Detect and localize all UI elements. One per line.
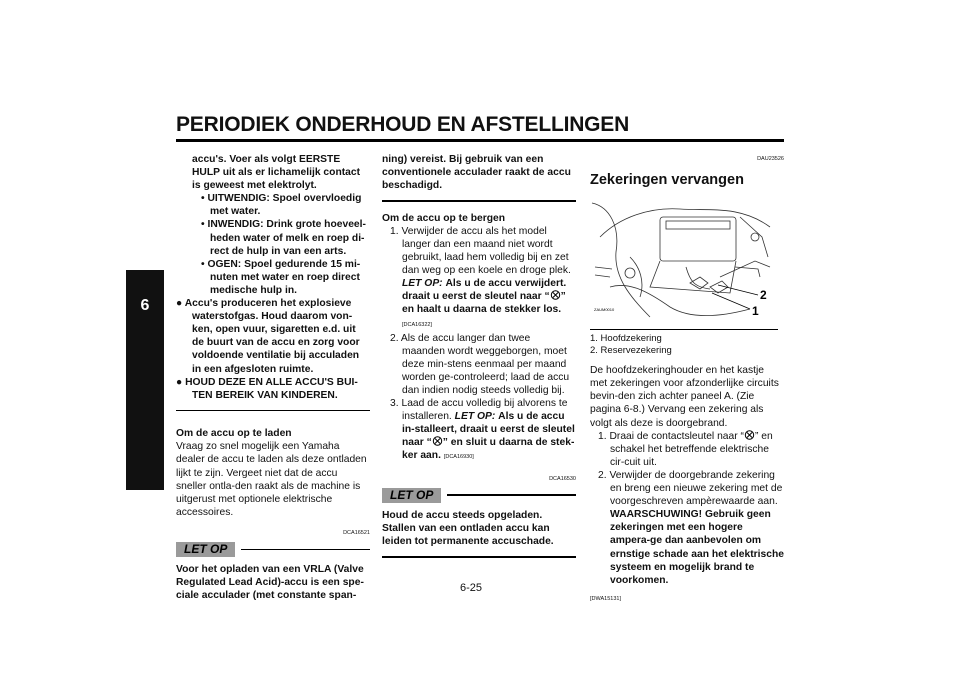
chapter-tab-number: 6 [140, 297, 150, 314]
key-off-x-icon [550, 290, 561, 300]
first-aid-bullet: • UITWENDIG: Spoel overvloedig met water. [201, 193, 362, 218]
chapter-tab [126, 270, 164, 490]
key-off-x-icon [744, 430, 755, 440]
notice-text: Voor het opladen van een VRLA (Valve Regulated Lead Acid)-accu is een spe-ciale acculader (met constante span- [176, 564, 364, 602]
fuse-step: 2. Verwijder de doorgebrande zekering en breng een nieuwe zekering met de voorgeschreven ampèrewaarde aan. WAARSCHUWING! Gebruik geen zekeringen met een hogere ampera-ge dan aanbevolen om ernstige schade aan het elektrische systeem en mogelijk brand te voorkomen. [598, 469, 784, 586]
column-1 [176, 153, 370, 602]
storage-step: 3. Laad de accu volledig bij alvorens te installeren. LET OP: Als u de accu in-stalleert, draait u eerst de sleutel naar “ ” en sluit u daarna de stek-ker aan. [DCA16930] [390, 398, 575, 462]
notice-heading [382, 488, 576, 503]
notice-code: DCA16521 [343, 529, 370, 536]
fuse-illustration [590, 197, 778, 325]
header-rule [176, 139, 784, 142]
notice-label: LET OP [382, 488, 441, 503]
fuse-body: De hoofdzekeringhouder en het kastje met zekeringen voor afzonderlijke circuits bevin-den zich achter paneel A. (Zie pagina 6-8.) Vervang een zekering als volgt als deze is doorgebrand. [590, 365, 779, 429]
storage-step: 1. Verwijder de accu als het model langer dan een maand niet wordt gebruikt, laad hem volledig bij en zet dan weg op een koele en droge plek. LET OP: Als u de accu verwijdert. draait u eerst de sleutel naar “ ” en haalt u daarna de stekker los. [DCA16322] [390, 225, 571, 328]
section-code: DAU23526 [757, 156, 784, 162]
warning-bullet: ● HOUD DEZE EN ALLE ACCU'S BUI-TEN BEREIK VAN KINDEREN. [176, 376, 358, 401]
caption: 1. Hoofdzekering [590, 333, 662, 345]
callout-1: 1 [752, 304, 759, 319]
fuse-diagram-image [590, 197, 778, 325]
notice-code: DCA16530 [549, 475, 576, 482]
column-2 [382, 153, 576, 564]
key-off-x-icon [432, 436, 443, 446]
storage-heading: Om de accu op te bergen [382, 212, 506, 224]
fuse-step: 1. Draai de contactsleutel naar “ ” en schakel het betreffende elektrische cir-cuit uit. [598, 430, 773, 468]
divider [382, 556, 576, 558]
divider [382, 200, 576, 202]
notice-continued: ning) vereist. Bij gebruik van een conventionele acculader raakt de accu beschadigd. [382, 154, 571, 192]
notice-heading [176, 542, 370, 557]
page-number: 6-25 [460, 582, 483, 594]
column-3 [590, 153, 784, 606]
caption-rule [590, 329, 778, 330]
charging-heading: Om de accu op te laden [176, 428, 292, 440]
notice-label: LET OP [176, 542, 235, 557]
callout-2: 2 [760, 288, 767, 303]
warning-bullet: ● Accu's produceren het explosieve waterstofgas. Houd daarom von-ken, open vuur, sigaretten e.d. uit de buurt van de accu en zorg voor voldoende ventilatie bij acculaden in een afgesloten ruimte. [176, 298, 360, 375]
charging-text: Vraag zo snel mogelijk een Yamaha dealer de accu te laden als deze ontladen lijkt te zijn. Vergeet niet dat de accu sneller ontla-den raakt als de machine is uitgerust met optionele elektrische accessoires. [176, 441, 367, 518]
image-code: ZAUM0010 [594, 307, 615, 313]
storage-step: 2. Als de accu langer dan twee maanden wordt weggeborgen, moet deze min-stens eenmaal per maand worden ge-controleerd; laad de accu dan indien nodig steeds volledig bij. [390, 332, 570, 396]
first-aid-bullet: • INWENDIG: Drink grote hoeveel-heden water of melk en roep di-rect de hulp in van een arts. [201, 219, 366, 257]
page-header-title: PERIODIEK ONDERHOUD EN AFSTELLINGEN [176, 113, 630, 136]
caption: 2. Reservezekering [590, 344, 672, 356]
divider [176, 410, 370, 412]
section-title: Zekeringen vervangen [590, 172, 744, 189]
notice-text: Houd de accu steeds opgeladen. Stallen van een ontladen accu kan leiden tot permanente accuschade. [382, 509, 554, 547]
warning-intro: accu's. Voer als volgt EERSTE HULP uit als er lichamelijk contact is geweest met elektrolyt. [192, 154, 361, 192]
first-aid-bullet: • OGEN: Spoel gedurende 15 mi-nuten met water en roep direct medische hulp in. [201, 258, 361, 296]
warning-code: [DWA15131] [590, 595, 621, 602]
